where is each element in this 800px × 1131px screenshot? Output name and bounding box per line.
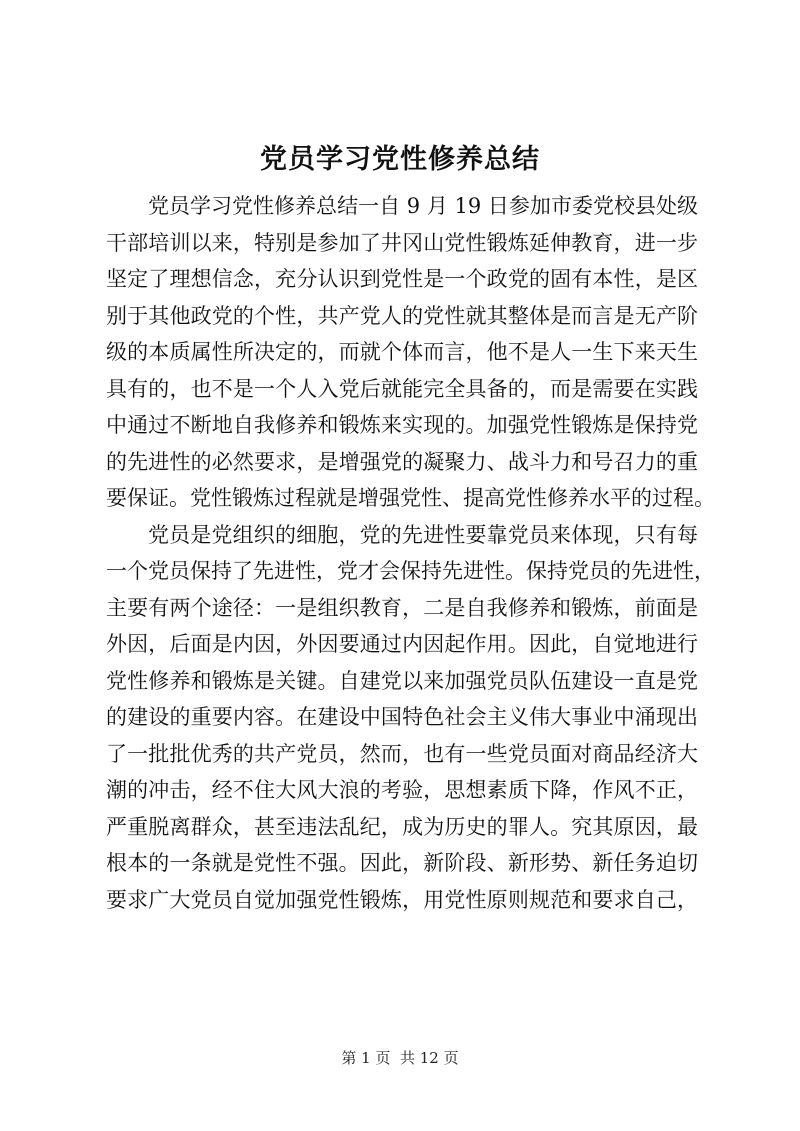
paragraph-1-line-4: 别于其他政党的个性，共产党人的党性就其整体是而言是无产阶 [106,303,698,328]
paragraph-2-line-2: 一个党员保持了先进性，党才会保持先进性。保持党员的先进性， [106,559,715,583]
paragraph-1-line-1: 党员学习党性修养总结一自 9 月 19 日参加市委党校县处级 [148,194,698,218]
paragraph-2-line-10: 根本的一条就是党性不强。因此，新阶段、新形势、新任务迫切 [106,851,698,875]
paragraph-1-line-9: 要保证。党性锻炼过程就是增强党性、提高党性修养水平的过程。 [106,486,715,510]
paragraph-2-line-11: 要求广大党员自觉加强党性锻炼，用党性原则规范和要求自己， [106,887,698,912]
document-title: 党员学习党性修养总结 [260,144,540,175]
page-number-label: 第 1 页 共 12 页 [341,1049,459,1067]
paragraph-1-line-8: 的先进性的必然要求，是增强党的凝聚力、战斗力和号召力的重 [106,449,698,474]
paragraph-2-line-7: 了一批批优秀的共产党员，然而，也有一些党员面对商品经济大 [106,741,698,766]
paragraph-2-line-1: 党员是党组织的细胞，党的先进性要靠党员来体现，只有每 [148,522,698,547]
page-footer [0,1048,800,1068]
paragraph-1-line-2: 干部培训以来，特别是参加了井冈山党性锻炼延伸教育，进一步 [106,230,698,255]
paragraph-2-line-9: 严重脱离群众，甚至违法乱纪，成为历史的罪人。究其原因，最 [106,814,698,839]
paragraph-1-line-6: 具有的，也不是一个人入党后就能完全具备的，而是需要在实践 [106,376,698,401]
document-body [106,188,715,918]
paragraph-1-line-7: 中通过不断地自我修养和锻炼来实现的。加强党性锻炼是保持党 [106,413,698,437]
paragraph-2-line-6: 的建设的重要内容。在建设中国特色社会主义伟大事业中涌现出 [106,705,698,729]
paragraph-2-line-4: 外因，后面是内因，外因要通过内因起作用。因此，自觉地进行 [106,632,698,656]
paragraph-2-line-8: 潮的冲击，经不住大风大浪的考验，思想素质下降，作风不正， [106,778,698,802]
paragraph-1-line-5: 级的本质属性所决定的，而就个体而言，他不是人一生下来天生 [106,340,698,364]
paragraph-1-line-3: 坚定了理想信念，充分认识到党性是一个政党的固有本性，是区 [106,267,698,291]
paragraph-2-line-3: 主要有两个途径：一是组织教育，二是自我修养和锻炼，前面是 [106,595,698,620]
paragraph-2-line-5: 党性修养和锻炼是关键。自建党以来加强党员队伍建设一直是党 [106,668,698,693]
